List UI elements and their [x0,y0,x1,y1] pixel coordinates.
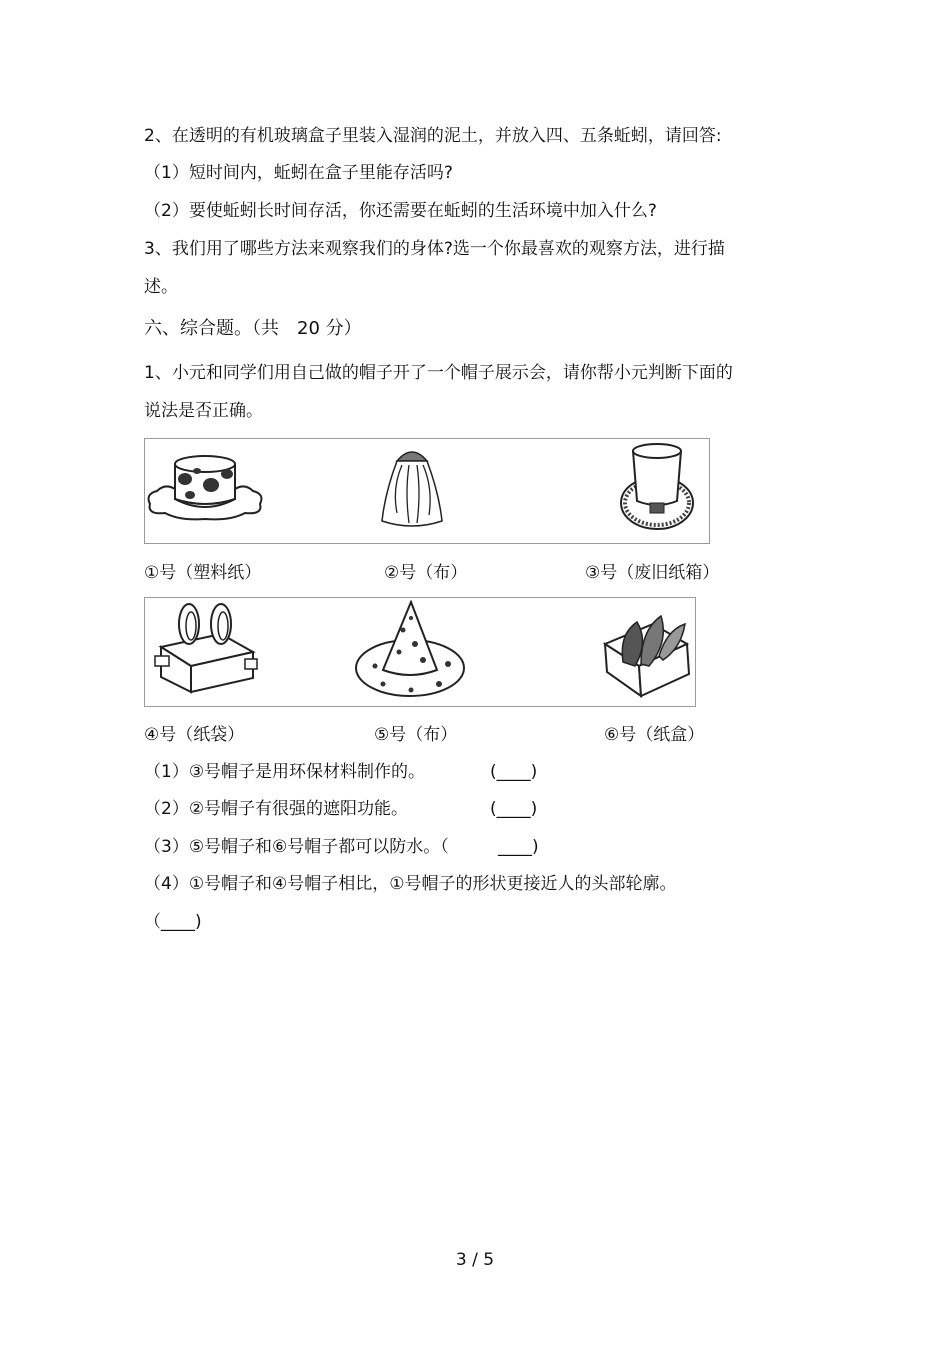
top-hat-icon [617,441,697,537]
hat-6-caption: ⑥号（纸盒） [604,725,705,745]
q3-line1: 3、我们用了哪些方法来观察我们的身体?选一个你最喜欢的观察方法，进行描 [144,239,725,259]
page-number: 3 / 5 [455,1250,495,1270]
polka-dot-hat-icon [145,449,265,529]
bunny-ear-hat-icon [151,602,261,698]
q6-1-line2: 说法是否正确。 [144,401,263,421]
q2-stem: 2、在透明的有机玻璃盒子里装入湿润的泥土，并放入四、五条蚯蚓，请回答: [144,126,722,146]
hat-5-caption: ⑤号（布） [374,725,458,745]
hat-2-caption: ②号（布） [384,563,468,583]
hat-image-box-top [144,438,710,544]
statement-2-text: （2）②号帽子有很强的遮阳功能。 [144,799,409,819]
section-title: 六、综合题。（共 20 分） [144,318,362,339]
leaf-box-hat-icon [601,604,691,700]
q2-sub1: （1）短时间内，蚯蚓在盒子里能存活吗? [144,163,453,183]
cloth-cone-hat-icon [377,443,447,533]
statement-2-blank[interactable]: (____) [490,799,538,819]
statement-1-text: （1）③号帽子是用环保材料制作的。 [144,762,426,782]
q3-line2: 述。 [144,277,178,297]
witch-hat-icon [353,600,468,700]
hat-4-caption: ④号（纸袋） [144,725,245,745]
statement-4-blank[interactable]: （____) [144,912,202,932]
q6-1-line1: 1、小元和同学们用自己做的帽子开了一个帽子展示会，请你帮小元判断下面的 [144,363,733,383]
hat-3-caption: ③号（废旧纸箱） [585,563,720,583]
statement-4-text: （4）①号帽子和④号帽子相比，①号帽子的形状更接近人的头部轮廓。 [144,874,677,894]
hat-1-caption: ①号（塑料纸） [144,563,262,583]
q2-sub2: （2）要使蚯蚓长时间存活，你还需要在蚯蚓的生活环境中加入什么? [144,201,657,221]
hat-image-box-bottom [144,597,696,707]
statement-3-text: （3）⑤号帽子和⑥号帽子都可以防水。（ [144,837,449,857]
statement-1-blank[interactable]: (____) [490,762,538,782]
statement-3-blank[interactable]: ____) [498,837,539,857]
